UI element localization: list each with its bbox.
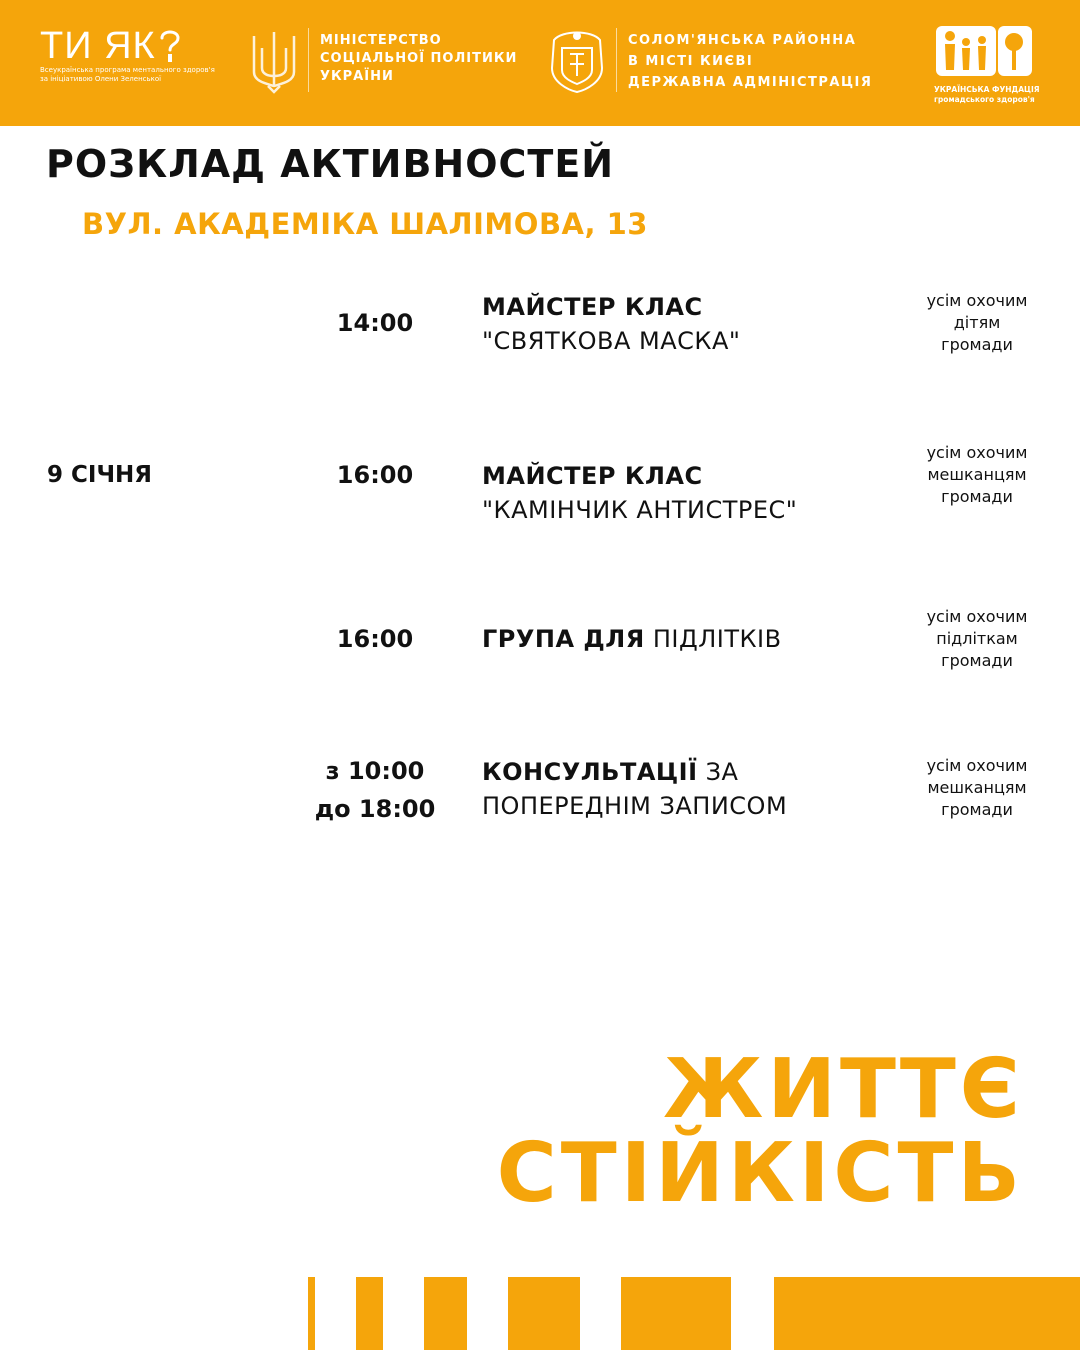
district-name-line2: В МІСТІ КИЄВІ: [628, 54, 754, 69]
tiyak-subtitle-1: Всеукраїнська програма ментального здоров'я: [40, 66, 215, 74]
event-time: 16:00: [336, 625, 414, 653]
event-time: 14:00: [336, 309, 414, 337]
ministry-name-line3: УКРАЇНИ: [320, 69, 394, 84]
event-time: з 10:00 до 18:00: [314, 757, 436, 823]
stripe: [774, 1277, 1080, 1350]
district-name-line3: ДЕРЖАВНА АДМІНІСТРАЦІЯ: [628, 75, 873, 90]
event-audience: усім охочим дітям громади: [926, 291, 1028, 354]
event-audience: усім охочим мешканцям громади: [926, 756, 1028, 819]
event-date: 9 СІЧНЯ: [47, 462, 152, 488]
header-banner: [0, 0, 1080, 126]
event-title: ГРУПА ДЛЯ ПІДЛІТКІВ: [482, 625, 782, 653]
event-audience: усім охочим підліткам громади: [926, 607, 1028, 670]
ufgz-name-line1: УКРАЇНСЬКА ФУНДАЦІЯ: [934, 85, 1040, 94]
event-time: 16:00: [336, 461, 414, 489]
stripe: [308, 1277, 315, 1350]
event-title: МАЙСТЕР КЛАС "КАМІНЧИК АНТИСТРЕС": [482, 462, 798, 524]
question-mark-icon: [158, 26, 182, 66]
tiyak-logo-name: ТИ ЯК: [40, 25, 156, 67]
tiyak-logo: [40, 26, 220, 84]
slogan-line1: ЖИТТЄ: [662, 1042, 1024, 1137]
people-tree-icon: [934, 22, 1034, 80]
event-title: МАЙСТЕР КЛАС "СВЯТКОВА МАСКА": [482, 293, 741, 355]
trident-icon: [248, 28, 300, 94]
slogan: [496, 1042, 1024, 1221]
stripe: [424, 1277, 467, 1350]
tiyak-subtitle-2: за ініціативою Олени Зеленської: [40, 75, 162, 83]
city-crest-icon: [546, 28, 608, 94]
event-title: КОНСУЛЬТАЦІЇ ЗА ПОПЕРЕДНІМ ЗАПИСОМ: [482, 758, 788, 820]
stripe: [508, 1277, 580, 1350]
ufgz-name-line2: громадського здоров'я: [934, 95, 1035, 104]
ministry-divider: [308, 28, 309, 92]
event-audience: усім охочим мешканцям громади: [926, 443, 1028, 506]
stripe: [356, 1277, 383, 1350]
district-name-line1: СОЛОМ'ЯНСЬКА РАЙОННА: [628, 33, 857, 48]
stripe: [621, 1277, 731, 1350]
ministry-name-line2: СОЦІАЛЬНОЇ ПОЛІТИКИ: [320, 51, 518, 66]
page-title: РОЗКЛАД АКТИВНОСТЕЙ: [46, 142, 615, 186]
ministry-name-line1: МІНІСТЕРСТВО: [320, 33, 442, 48]
district-divider: [616, 28, 617, 92]
address: ВУЛ. АКАДЕМІКА ШАЛІМОВА, 13: [82, 207, 648, 241]
ufgz-logo: [934, 22, 1044, 104]
slogan-line2: СТІЙКІСТЬ: [496, 1126, 1024, 1221]
